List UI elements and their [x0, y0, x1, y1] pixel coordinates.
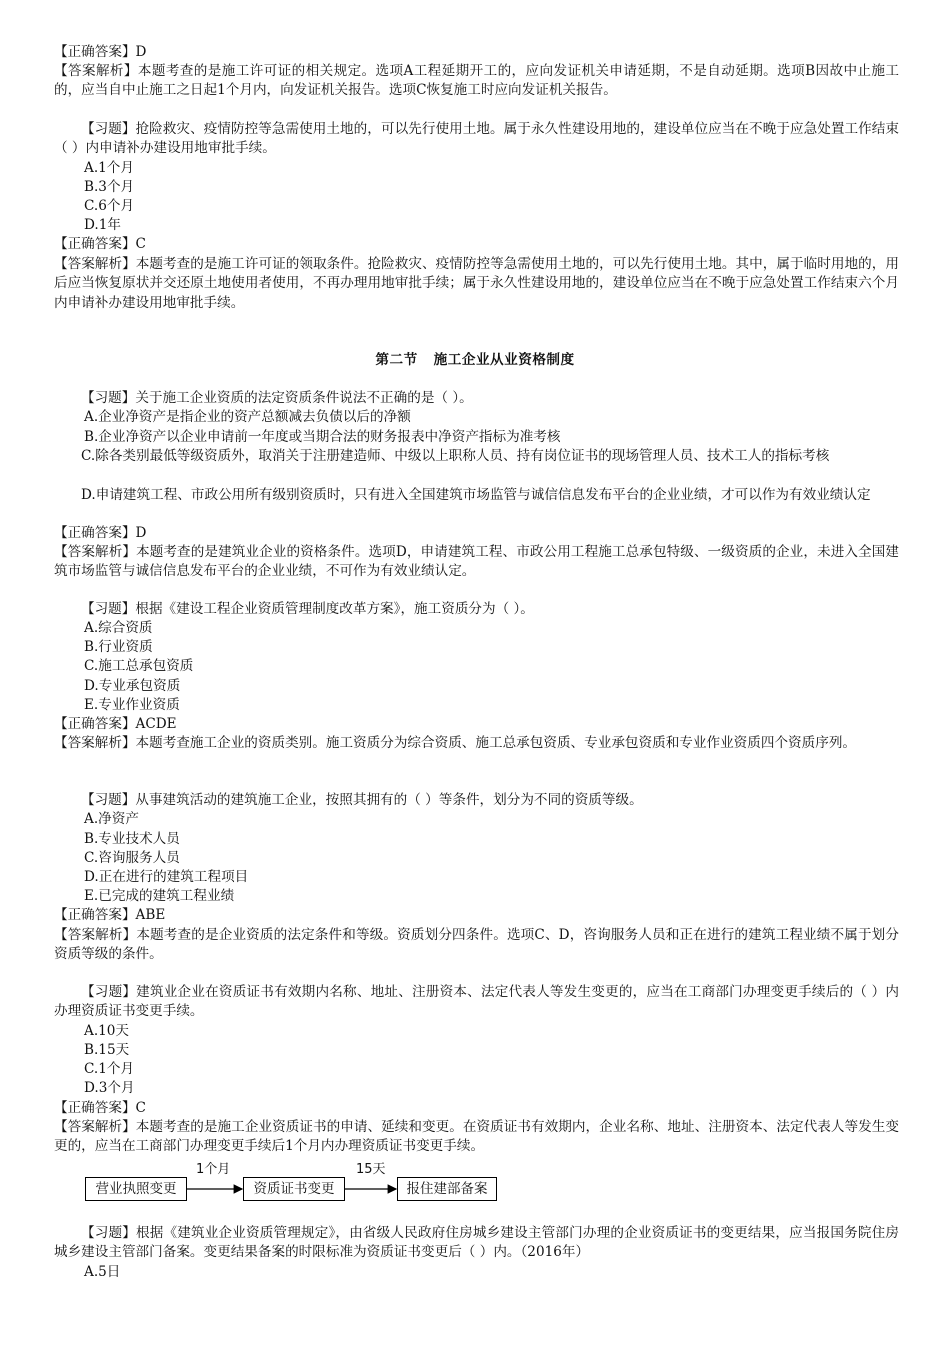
q1-option-a: A.1个月	[84, 160, 134, 176]
section-title: 施工企业从业资格制度	[433, 352, 575, 368]
q4-option-b: B.专业技术人员	[84, 831, 180, 847]
q3-answer: 【正确答案】ACDE	[54, 716, 177, 732]
q1-option-c: C.6个月	[84, 198, 135, 214]
q1-answer: 【正确答案】C	[54, 236, 146, 252]
q3-analysis: 【答案解析】本题考查施工企业的资质类别。施工资质分为综合资质、施工总承包资质、专业承包资质和专业作业资质四个资质序列。	[54, 735, 857, 751]
q3-option-b: B.行业资质	[84, 639, 153, 655]
question-4: 【习题】从事建筑活动的建筑施工企业，按照其拥有的（ ）等条件，划分为不同的资质等级。	[81, 792, 643, 808]
section-number: 第二节	[375, 352, 418, 368]
question-3: 【习题】根据《建设工程企业资质管理制度改革方案》，施工资质分为（ ）。	[81, 601, 534, 617]
flow-label-15-days: 15天	[356, 1162, 386, 1177]
q5-answer: 【正确答案】C	[54, 1100, 146, 1116]
analysis-paragraph: 【答案解析】本题考查的是施工许可证的相关规定。选项A工程延期开工的，应向发证机关申请延期，不是自动延期。选项B因故中止施工的，应当自中止施工之日起1个月内，向发证机关报告。选项C恢复施工时应向发证机关报告。	[54, 63, 899, 99]
q4-option-a: A.净资产	[84, 811, 139, 827]
question-2: 【习题】关于施工企业资质的法定资质条件说法不正确的是（ ）。	[81, 390, 473, 406]
q1-option-d: D.1年	[84, 217, 121, 233]
q3-option-c: C.施工总承包资质	[84, 658, 194, 674]
q4-answer: 【正确答案】ABE	[54, 907, 166, 923]
q5-option-a: A.10天	[84, 1023, 130, 1039]
q4-option-c: C.咨询服务人员	[84, 850, 180, 866]
q4-option-e: E.已完成的建筑工程业绩	[84, 888, 235, 904]
q4-analysis: 【答案解析】本题考查的是企业资质的法定条件和等级。资质划分四条件。选项C、D，咨询服务人员和正在进行的建筑工程业绩不属于划分资质等级的条件。	[54, 927, 899, 963]
q3-option-a: A.综合资质	[84, 620, 153, 636]
q6-option-a: A.5日	[84, 1264, 121, 1280]
q2-analysis: 【答案解析】本题考查的是建筑业企业的资格条件。选项D，申请建筑工程、市政公用工程施工总承包特级、一级资质的企业，未进入全国建筑市场监管与诚信信息发布平台的企业业绩，不可作为有效业绩认定。	[54, 544, 899, 580]
q3-option-e: E.专业作业资质	[84, 697, 180, 713]
q5-option-d: D.3个月	[84, 1080, 135, 1096]
answer-line: 【正确答案】D	[54, 44, 147, 60]
flow-box-certificate-change: 资质证书变更	[243, 1177, 345, 1201]
flow-label-1-month: 1个月	[196, 1162, 231, 1177]
q5-option-b: B.15天	[84, 1042, 130, 1058]
q5-option-c: C.1个月	[84, 1061, 135, 1077]
q2-option-a: A.企业净资产是指企业的资产总额减去负债以后的净额	[84, 409, 411, 425]
q2-option-d: D.申请建筑工程、市政公用所有级别资质时，只有进入全国建筑市场监管与诚信信息发布平台的企业业绩，才可以作为有效业绩认定	[81, 487, 871, 503]
q4-option-d: D.正在进行的建筑工程项目	[84, 869, 249, 885]
question-1: 【习题】抢险救灾、疫情防控等急需使用土地的，可以先行使用土地。属于永久性建设用地的，建设单位应当在不晚于应急处置工作结束（ ）内申请补办建设用地审批手续。	[54, 121, 899, 157]
q2-option-c: C.除各类别最低等级资质外，取消关于注册建造师、中级以上职称人员、持有岗位证书的现场管理人员、技术工人的指标考核	[81, 448, 830, 464]
flow-box-report-filing: 报住建部备案	[397, 1177, 497, 1201]
question-6: 【习题】根据《建筑业企业资质管理规定》，由省级人民政府住房城乡建设主管部门办理的企业资质证书的变更结果，应当报国务院住房城乡建设主管部门备案。变更结果备案的时限标准为资质证书变更后（ ）内。（2016年）	[54, 1225, 899, 1261]
q3-option-d: D.专业承包资质	[84, 678, 181, 694]
q1-option-b: B.3个月	[84, 179, 135, 195]
q2-option-b: B.企业净资产以企业申请前一年度或当期合法的财务报表中净资产指标为准考核	[84, 429, 561, 445]
question-5: 【习题】建筑业企业在资质证书有效期内名称、地址、注册资本、法定代表人等发生变更的，应当在工商部门办理变更手续后的（ ）内办理资质证书变更手续。	[54, 984, 899, 1020]
flow-box-business-license-change: 营业执照变更	[85, 1177, 187, 1201]
q1-analysis: 【答案解析】本题考查的是施工许可证的领取条件。抢险救灾、疫情防控等急需使用土地的，可以先行使用土地。其中，属于临时用地的，用后应当恢复原状并交还原土地使用者使用，不再办理用地审批手续；属于永久性建设用地的，建设单位应当在不晚于应急处置工作结束六个月内申请补办建设用地审批手续。	[54, 256, 899, 311]
q2-answer: 【正确答案】D	[54, 525, 147, 541]
q5-analysis: 【答案解析】本题考查的是施工企业资质证书的申请、延续和变更。在资质证书有效期内，企业名称、地址、注册资本、法定代表人等发生变更的，应当在工商部门办理变更手续后1个月内办理资质证书变更手续。	[54, 1119, 899, 1155]
